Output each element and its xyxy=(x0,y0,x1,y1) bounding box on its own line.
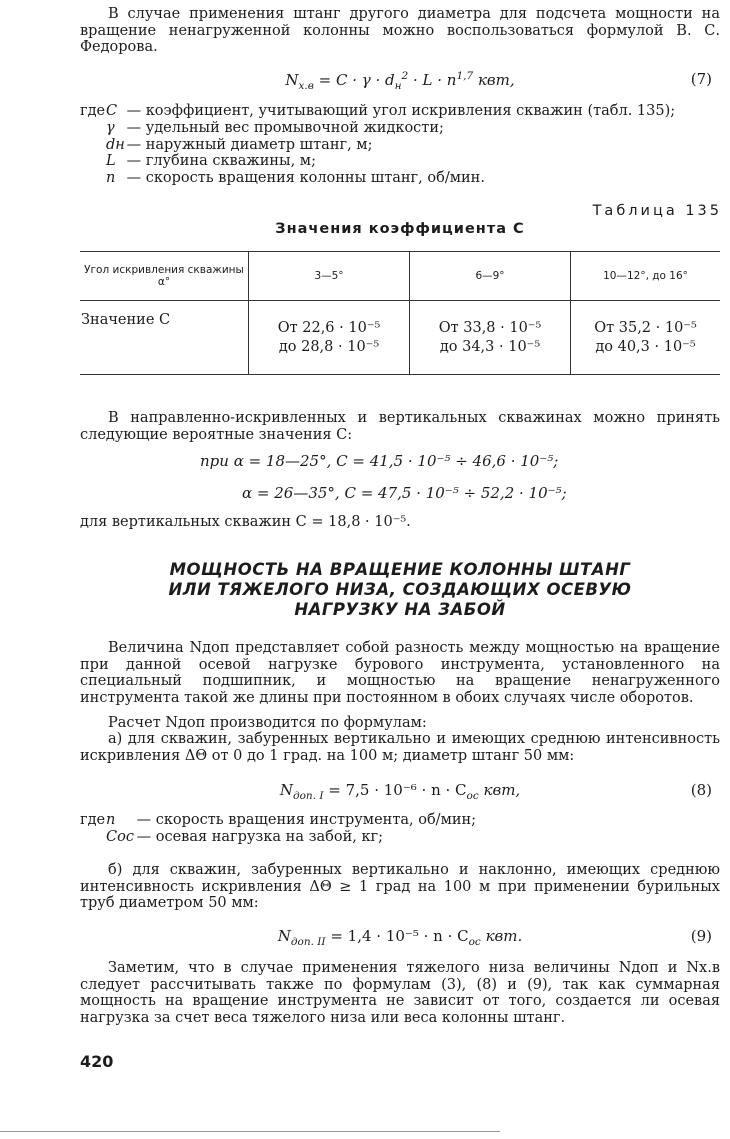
formula-7 xyxy=(80,70,720,90)
section-heading xyxy=(80,560,720,620)
definitions-list-1 xyxy=(80,103,720,187)
formula-9-unit: квт. xyxy=(480,927,523,945)
definition-prefix: где xyxy=(80,812,106,828)
table-cell-from: От 33,8 · 10⁻⁵ xyxy=(438,319,542,336)
paragraph-ndop: Величина Nдоп представляет собой разность между мощностью на вращение при данной осевой нагрузке бурового инструмента, установленного на специальный подшипник, и мощностью на вращение ненагруженного инструмента такой же длины при постоянном в обоих случаях числе оборотов. xyxy=(80,640,720,706)
definition-text: — скорость вращения колонны штанг, об/мин. xyxy=(122,170,485,187)
section-heading-line: ИЛИ ТЯЖЕЛОГО НИЗА, СОЗДАЮЩИХ ОСЕВУЮ xyxy=(168,580,632,599)
condition-2: α = 26—35°, C = 47,5 · 10⁻⁵ ÷ 52,2 · 10⁻⁵; xyxy=(242,484,567,502)
formula-8-unit: квт, xyxy=(478,781,521,799)
formula-9-number: (9) xyxy=(690,927,712,945)
definition-symbol: dн xyxy=(106,136,125,153)
table-cell xyxy=(249,301,410,375)
definition-text: — скорость вращения инструмента, об/мин; xyxy=(132,812,477,828)
definition-symbol: Cос xyxy=(106,828,134,845)
definition-symbol: L xyxy=(106,153,116,170)
coefficient-table xyxy=(80,251,720,375)
section-heading-line: МОЩНОСТЬ НА ВРАЩЕНИЕ КОЛОННЫ ШТАНГ xyxy=(169,560,631,579)
table-title: Значения коэффициента C xyxy=(275,221,525,237)
formula-7-number: (7) xyxy=(690,70,712,88)
table-cell xyxy=(410,301,571,375)
intro-paragraph: В случае применения штанг другого диаметра для подсчета мощности на вращение ненагруженной колонны можно воспользоваться формулой В. С. Федорова. xyxy=(80,6,720,55)
formula-8-lhs: N xyxy=(279,781,293,799)
table-header-cell: 10—12°, до 16° xyxy=(571,252,721,301)
formula-9-rhs: = 1,4 · 10⁻⁵ · n · C xyxy=(325,927,469,945)
formula-8-number: (8) xyxy=(690,781,712,799)
table-cell-to: до 34,3 · 10⁻⁵ xyxy=(439,338,541,355)
table-cell-to: до 28,8 · 10⁻⁵ xyxy=(278,338,380,355)
definition-row xyxy=(80,829,720,846)
definitions-list-2 xyxy=(80,812,720,846)
definition-row xyxy=(80,120,720,137)
formula-8-lhs-sub: доп. I xyxy=(292,790,324,802)
definition-row xyxy=(80,153,720,170)
condition-1: при α = 18—25°, C = 41,5 · 10⁻⁵ ÷ 46,6 · 10⁻⁵; xyxy=(200,452,559,470)
paragraph-case-a: а) для скважин, забуренных вертикально и имеющих среднюю интенсивность искривления ΔΘ от 0 до 1 град. на 100 м; диаметр штанг 50 мм: xyxy=(80,731,720,764)
definition-text: — осевая нагрузка на забой, кг; xyxy=(132,828,384,845)
paragraph-calc: Расчет Nдоп производится по формулам: xyxy=(108,715,427,731)
definition-row xyxy=(80,137,720,154)
definition-row xyxy=(80,812,720,829)
section-heading-line: НАГРУЗКУ НА ЗАБОЙ xyxy=(294,600,506,619)
definition-text: — коэффициент, учитывающий угол искривления скважин (табл. 135); xyxy=(122,103,676,119)
formula-7-n-sup: 1,7 xyxy=(456,70,474,82)
table-cell-to: до 40,3 · 10⁻⁵ xyxy=(595,338,696,355)
paragraph-conclusion: Заметим, что в случае применения тяжелого низа величины Nдоп и Nх.в следует рассчитывать также по формулам (3), (8) и (9), так как суммарная мощность на вращение инструмента не зависит от того, создается ли осевая нагрузка за счет веса тяжелого низа или веса колонны штанг. xyxy=(80,960,720,1026)
table-header-cell: 3—5° xyxy=(249,252,410,301)
paragraph-vertical: для вертикальных скважин C = 18,8 · 10⁻⁵. xyxy=(80,514,411,530)
table-cell-from: От 22,6 · 10⁻⁵ xyxy=(277,319,381,336)
formula-7-unit: квт, xyxy=(473,71,515,89)
paragraph-values: В направленно-искривленных и вертикальных скважинах можно принять следующие вероятные значения C: xyxy=(80,410,720,443)
formula-9-lhs: N xyxy=(277,927,291,945)
formula-8-c-sub: ос xyxy=(466,790,479,802)
formula-7-d-sup: 2 xyxy=(401,70,409,82)
definition-symbol: C xyxy=(106,103,118,119)
table-cell-from: От 35,2 · 10⁻⁵ xyxy=(594,319,697,336)
formula-9 xyxy=(80,927,720,947)
formula-8-rhs: = 7,5 · 10⁻⁶ · n · C xyxy=(323,781,467,799)
table-label: Таблица 135 xyxy=(592,203,722,219)
paragraph-case-b: б) для скважин, забуренных вертикально и наклонно, имеющих среднюю интенсивность искривления ΔΘ ≥ 1 град на 100 м при применении бурильных труб диаметром 50 мм: xyxy=(80,862,720,911)
definition-text: — глубина скважины, м; xyxy=(122,153,316,170)
definition-row xyxy=(80,103,720,120)
page-number: 420 xyxy=(80,1052,114,1071)
definition-row xyxy=(80,170,720,187)
formula-7-mid1: = C · γ · d xyxy=(313,71,395,89)
formula-9-c-sub: ос xyxy=(468,936,481,948)
definition-text: — удельный вес промывочной жидкости; xyxy=(122,119,444,136)
definition-symbol: γ xyxy=(106,119,115,136)
formula-7-mid2: · L · n xyxy=(408,71,457,89)
table-header-row xyxy=(80,252,720,301)
formula-8 xyxy=(80,781,720,801)
formula-7-d-sub: н xyxy=(394,80,402,92)
definition-symbol: n xyxy=(106,812,116,828)
definition-text: — наружный диаметр штанг, м; xyxy=(122,136,373,153)
definition-symbol: n xyxy=(106,170,116,187)
table-header-cell: 6—9° xyxy=(410,252,571,301)
formula-7-lhs-sub: х.в xyxy=(298,80,314,92)
definition-prefix: где xyxy=(80,103,106,119)
formula-9-lhs-sub: доп. II xyxy=(290,936,326,948)
table-row xyxy=(80,301,720,375)
table-header-cell: Угол искривления скважины α° xyxy=(80,252,249,301)
table-cell xyxy=(571,301,721,375)
table-row-label: Значение C xyxy=(81,312,171,328)
bottom-rule xyxy=(0,1131,500,1132)
formula-7-lhs: N xyxy=(285,71,299,89)
